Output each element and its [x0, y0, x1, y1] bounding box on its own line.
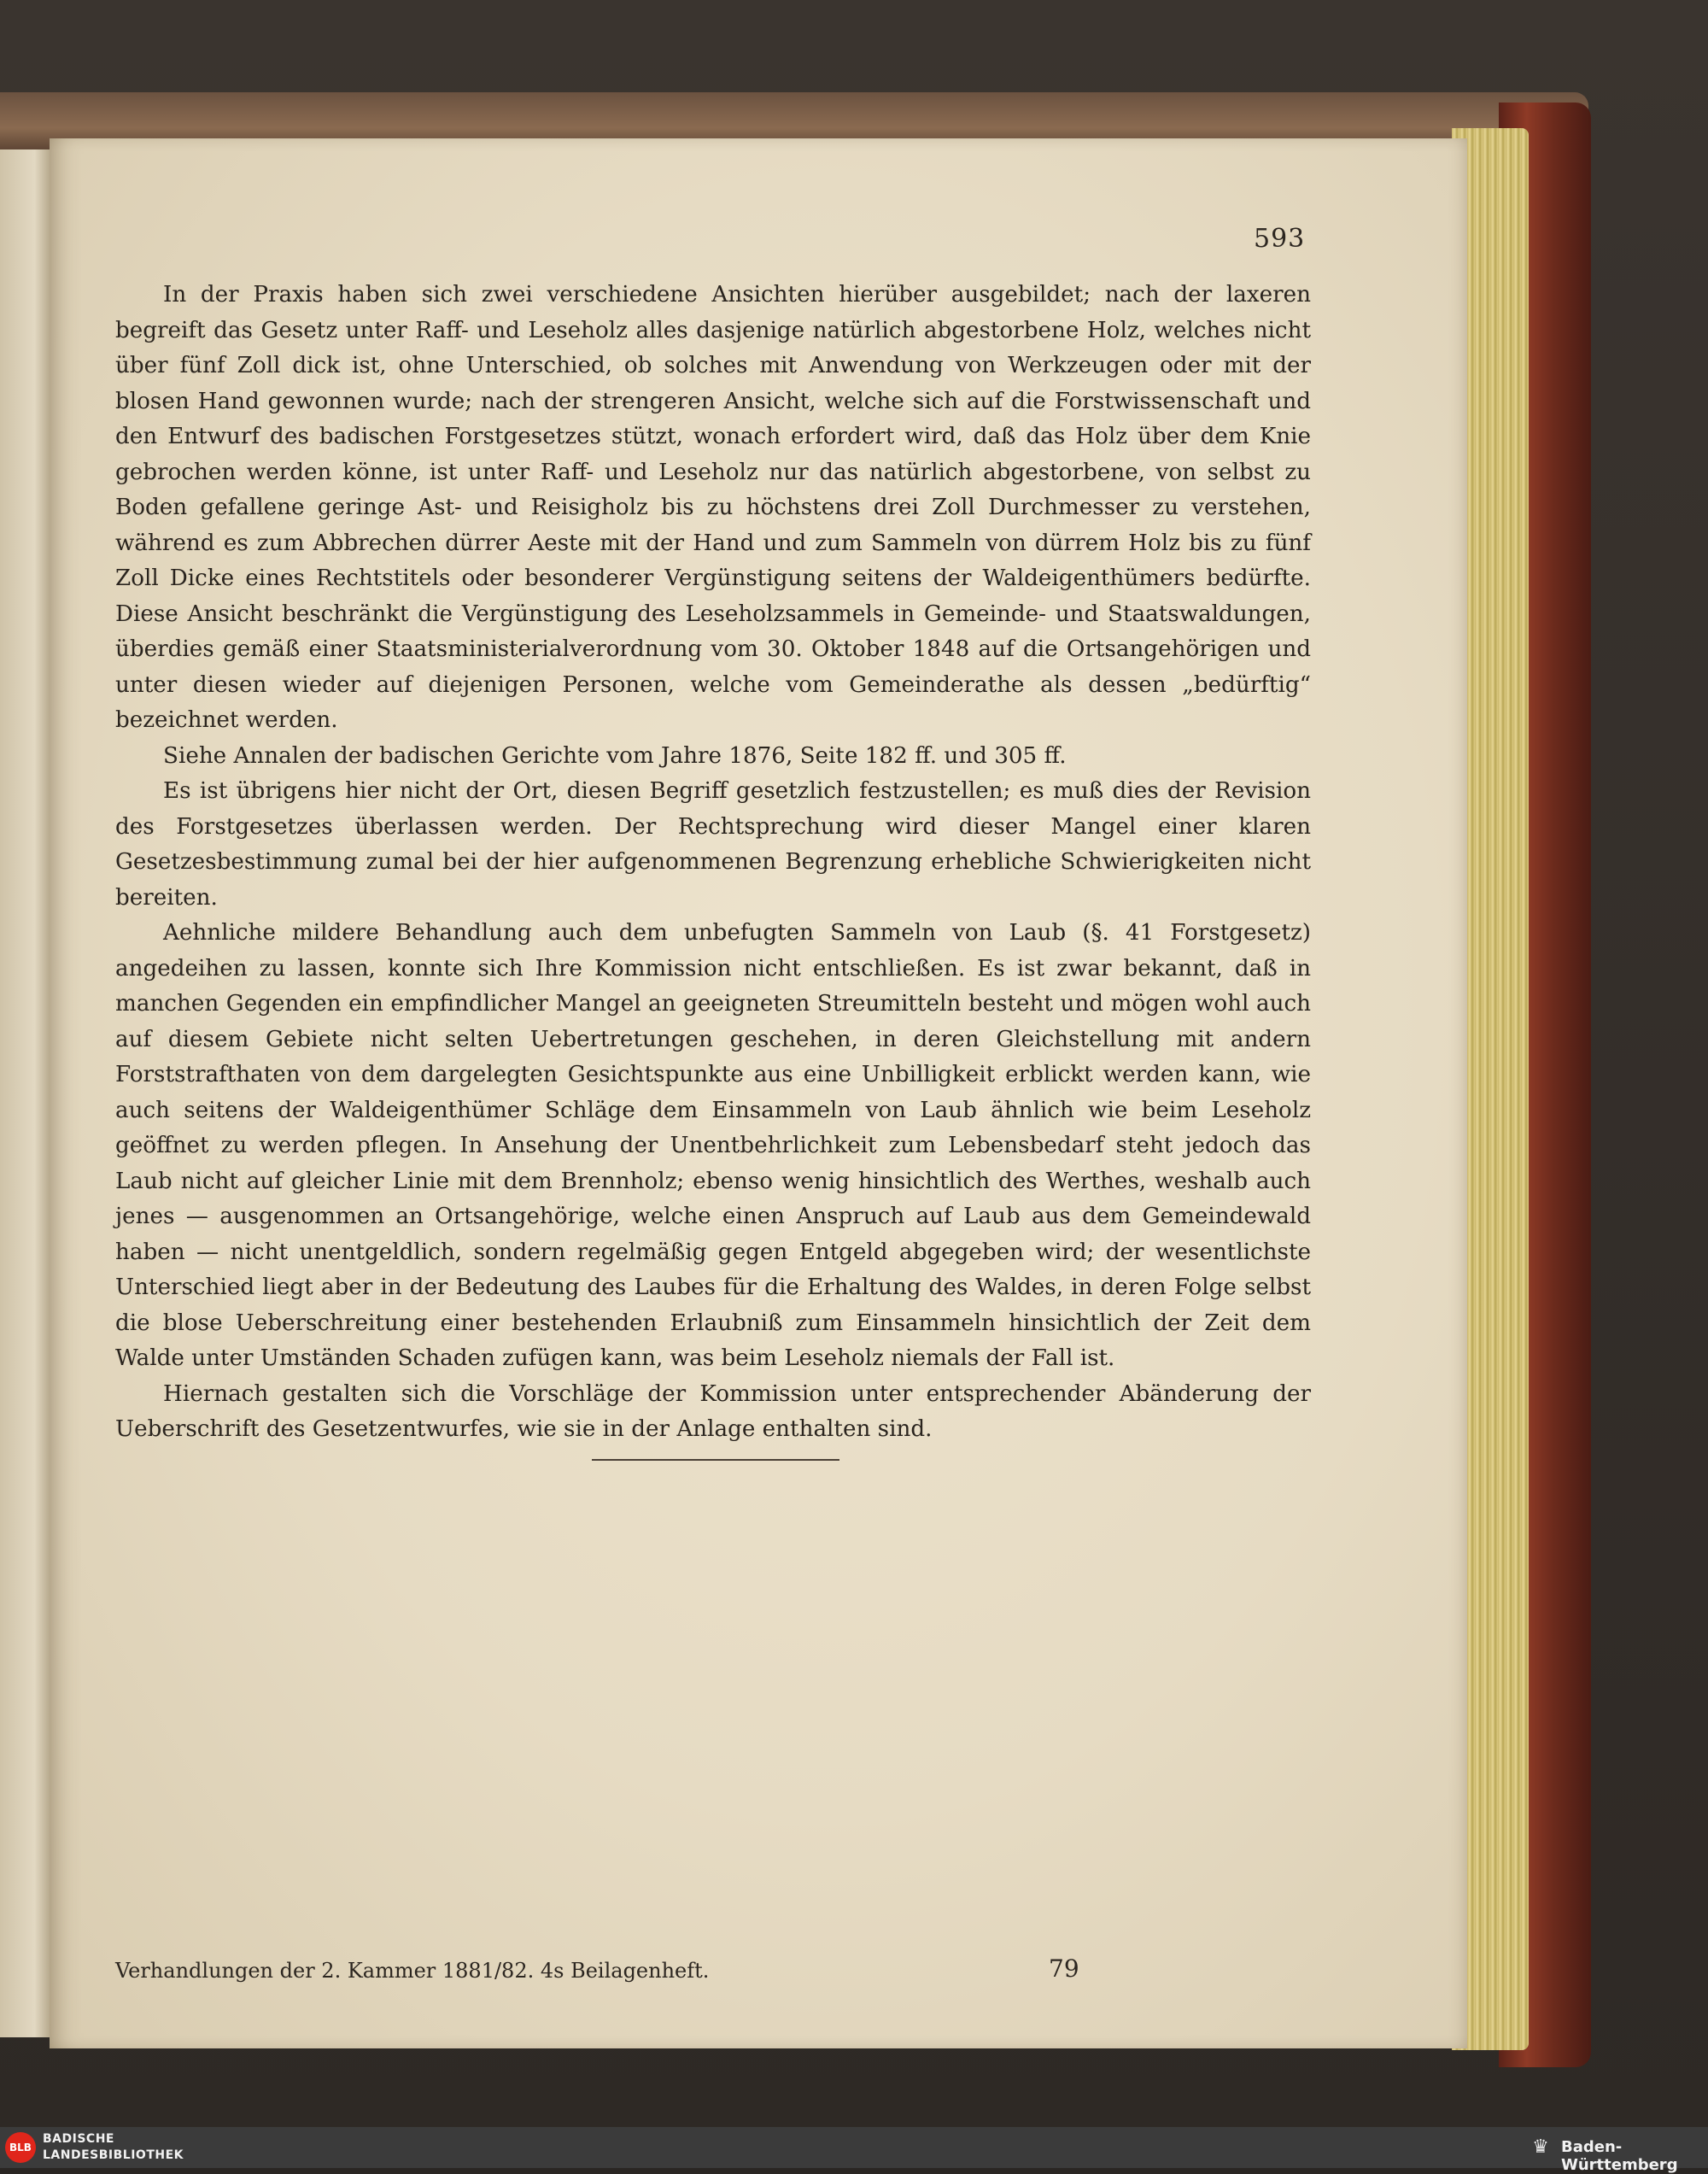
- separator-rule: [592, 1459, 839, 1461]
- paragraph-5: Hiernach gestalten sich die Vorschläge der Kommission unter entsprechender Abänderung der Ueberschrift des Gesetzentwurfes, wie sie in der Anlage enthalten sind.: [115, 1380, 1311, 1442]
- paragraph-2: Siehe Annalen der badischen Gerichte vom Jahre 1876, Seite 182 ff. und 305 ff.: [163, 742, 1067, 769]
- paragraph-4: Aehnliche mildere Behandlung auch dem unbefugten Sammeln von Laub (§. 41 Forstgesetz) angedeihen zu lassen, konnte sich Ihre Kommission nicht entschließen. Es ist zwar bekannt, daß in manchen Gegenden ein empfindlicher Mangel an geeigneten Streumitteln besteht und mögen wohl auch auf diesem Gebiete nicht selten Uebertretungen geschehen, in deren Gleichstellung mit andern Forststrafthaten von dem dargelegten Gesichtspunkte aus eine Unbilligkeit erblickt werden kann, wie auch seitens der Waldeigenthümer Schläge dem Einsammeln von Laub ähnlich wie beim Leseholz geöffnet zu werden pflegen. In Ansehung der Unentbehrlichkeit zum Lebensbedarf steht jedoch das Laub nicht auf gleicher Linie mit dem Brennholz; ebenso wenig hinsichtlich des Werthes, weshalb auch jenes — ausgenommen an Ortsangehörige, welche einen Anspruch auf Laub aus dem Gemeindewald haben — nicht unentgeldlich, sondern regelmäßig gegen Entgeld abgegeben wird; der wesentlichste Unterschied liegt aber in der Bedeutung des Laubes für die Erhaltung des Waldes, in deren Folge selbst die blose Ueberschreitung einer bestehenden Erlaubniß zum Einsammeln hinsichtlich der Zeit dem Walde unter Umständen Schaden zufügen kann, was beim Leseholz niemals der Fall ist.: [115, 920, 1311, 1371]
- body-text: [115, 278, 1311, 1448]
- library-banner: [0, 2127, 1708, 2174]
- page-number: 593: [1254, 224, 1306, 254]
- library-name[interactable]: [43, 2131, 184, 2164]
- footer-sheet-number: 79: [1049, 1954, 1079, 1983]
- footer-source: Verhandlungen der 2. Kammer 1881/82. 4s Beilagenheft.: [115, 1959, 710, 1983]
- library-name-line2: LANDESBIBLIOTHEK: [43, 2148, 184, 2162]
- library-name-line1: BADISCHE: [43, 2132, 114, 2146]
- blb-logo-icon[interactable]: BLB: [5, 2132, 36, 2163]
- baden-wuerttemberg-label[interactable]: Baden-Württemberg: [1561, 2138, 1678, 2174]
- left-page-edge: [0, 149, 51, 2037]
- baden-wuerttemberg-crest-icon: ♛: [1532, 2136, 1549, 2158]
- paragraph-3: Es ist übrigens hier nicht der Ort, diesen Begriff gesetzlich festzustellen; es muß dies der Revision des Forstgesetzes überlassen werden. Der Rechtsprechung wird dieser Mangel einer klaren Gesetzesbestimmung zumal bei der hier aufgenommenen Begrenzung erhebliche Schwierigkeiten nicht bereiten.: [115, 778, 1311, 911]
- paragraph-1: In der Praxis haben sich zwei verschiedene Ansichten hierüber ausgebildet; nach der laxeren begreift das Gesetz unter Raff- und Leseholz alles dasjenige natürlich abgestorbene Holz, welches nicht über fünf Zoll dick ist, ohne Unterschied, ob solches mit Anwendung von Werkzeugen oder mit der blosen Hand gewonnen wurde; nach der strengeren Ansicht, welche sich auf die Forstwissenschaft und den Entwurf des badischen Forstgesetzes stützt, wonach erfordert wird, daß das Holz über dem Knie gebrochen werden könne, ist unter Raff- und Leseholz nur das natürlich abgestorbene, von selbst zu Boden gefallene geringe Ast- und Reisigholz bis zu höchstens drei Zoll Durchmesser zu verstehen, während es zum Abbrechen dürrer Aeste mit der Hand und zum Sammeln von dürrem Holz bis zu fünf Zoll Dicke eines Rechtstitels oder besonderer Vergünstigung seitens der Waldeigenthümers bedürfte. Diese Ansicht beschränkt die Vergünstigung des Leseholzsammels in Gemeinde- und Staatswaldungen, überdies gemäß einer Staatsministerialverordnung vom 30. Oktober 1848 auf die Ortsangehörigen und unter diesen wieder auf diejenigen Personen, welche vom Gemeinderathe als dessen „bedürftig“ bezeichnet werden.: [115, 282, 1311, 733]
